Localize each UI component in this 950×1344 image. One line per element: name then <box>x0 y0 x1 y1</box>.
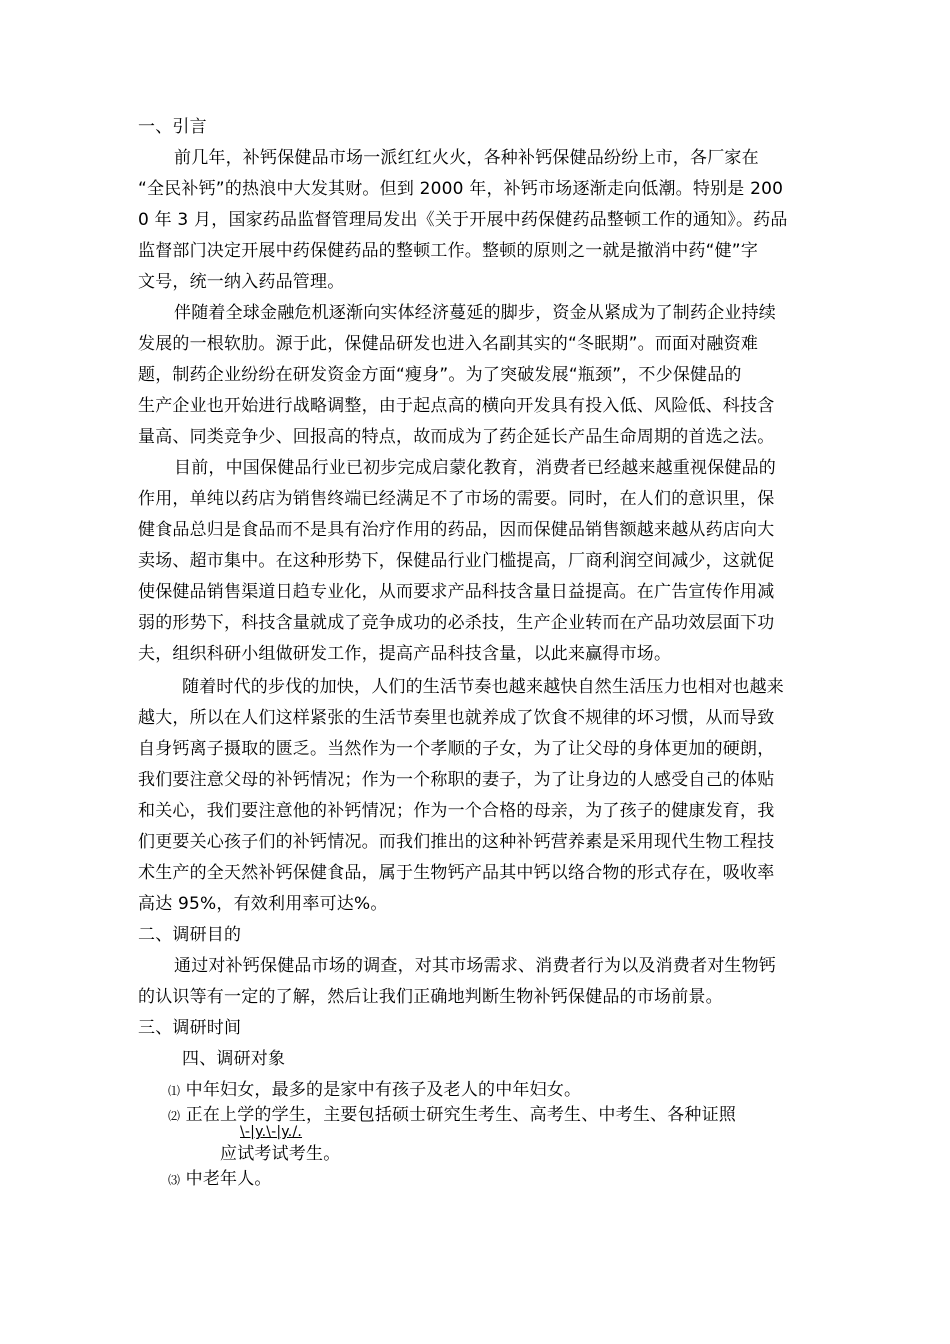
paragraph-line: 高达 95%，有效利用率可达%。 <box>138 894 388 914</box>
paragraph-line: 弱的形势下，科技含量就成了竞争成功的必杀技，生产企业转而在产品功效层面下功 <box>138 613 775 633</box>
paragraph-line: 使保健品销售渠道日趋专业化，从而要求产品科技含量日益提高。在广告宣传作用减 <box>138 582 775 602</box>
paragraph-line: 发展的一根软肋。源于此，保健品研发也进入名副其实的“冬眠期”。而面对融资难 <box>138 334 759 354</box>
list-marker: ⑵ <box>168 1109 181 1123</box>
paragraph-line: 的认识等有一定的了解，然后让我们正确地判断生物补钙保健品的市场前景。 <box>138 987 723 1007</box>
paragraph-line: 健食品总归是食品而不是具有治疗作用的药品，因而保健品销售额越来越从药店向大 <box>138 520 775 540</box>
paragraph-line: 通过对补钙保健品市场的调查，对其市场需求、消费者行为以及消费者对生物钙 <box>174 956 776 976</box>
paragraph-line: 0 年 3 月，国家药品监督管理局发出《关于开展中药保健药品整顿工作的通知》。药品 <box>138 210 788 230</box>
paragraph-line: 随着时代的步伐的加快，人们的生活节奏也越来越快自然生活压力也相对也越来 <box>182 677 784 697</box>
list-item <box>168 1168 272 1191</box>
paragraph-line: 题，制药企业纷纷在研发资金方面“瘦身”。为了突破发展“瓶颈”，不少保健品的 <box>138 365 742 385</box>
paragraph-line: 自身钙离子摄取的匮乏。当然作为一个孝顺的子女，为了让父母的身体更加的硬朗， <box>138 739 775 759</box>
section-heading-intro: 一、引言 <box>138 117 207 137</box>
paragraph-line: 术生产的全天然补钙保健食品，属于生物钙产品其中钙以络合物的形式存在，吸收率 <box>138 863 775 883</box>
paragraph-line: 卖场、超市集中。在这种形势下，保健品行业门槛提高，厂商利润空间减少，这就促 <box>138 551 775 571</box>
list-item <box>168 1079 581 1102</box>
paragraph-line: 文号，统一纳入药品管理。 <box>138 272 345 292</box>
ocr-artifact-text: \-|y.\-|y./. <box>240 1124 303 1140</box>
list-item-continuation: 应试考试考生。 <box>220 1144 341 1164</box>
list-marker: ⑴ <box>168 1084 181 1098</box>
list-item-text: 中老年人。 <box>185 1169 272 1189</box>
list-marker: ⑶ <box>168 1173 181 1187</box>
section-heading-purpose: 二、调研目的 <box>138 925 242 945</box>
paragraph-line: 们更要关心孩子们的补钙情况。而我们推出的这种补钙营养素是采用现代生物工程技 <box>138 832 775 852</box>
paragraph-line: 作用，单纯以药店为销售终端已经满足不了市场的需要。同时，在人们的意识里，保 <box>138 489 775 509</box>
paragraph-line: 越大，所以在人们这样紧张的生活节奏里也就养成了饮食不规律的坏习惯，从而导致 <box>138 708 775 728</box>
paragraph-line: 监督部门决定开展中药保健药品的整顿工作。整顿的原则之一就是撤消中药“健”字 <box>138 241 759 261</box>
paragraph-line: 量高、同类竞争少、回报高的特点，故而成为了药企延长产品生命周期的首选之法。 <box>138 427 775 447</box>
section-heading-subjects: 四、调研对象 <box>182 1049 286 1069</box>
list-item-text: 中年妇女，最多的是家中有孩子及老人的中年妇女。 <box>185 1080 582 1100</box>
paragraph-line: 前几年，补钙保健品市场一派红红火火，各种补钙保健品纷纷上市，各厂家在 <box>174 148 759 168</box>
paragraph-line: 生产企业也开始进行战略调整，由于起点高的横向开发具有投入低、风险低、科技含 <box>138 396 775 416</box>
paragraph-line: 我们要注意父母的补钙情况；作为一个称职的妻子，为了让身边的人感受自己的体贴 <box>138 770 775 790</box>
paragraph-line: 目前，中国保健品行业已初步完成启蒙化教育，消费者已经越来越重视保健品的 <box>174 458 776 478</box>
list-item-text: 正在上学的学生，主要包括硕士研究生考生、高考生、中考生、各种证照 <box>185 1105 737 1125</box>
paragraph-line: “全民补钙”的热浪中大发其财。但到 2000 年，补钙市场逐渐走向低潮。特别是 200 <box>138 179 784 199</box>
paragraph-line: 夫，组织科研小组做研发工作，提高产品科技含量，以此来赢得市场。 <box>138 644 672 664</box>
paragraph-line: 伴随着全球金融危机逐渐向实体经济蔓延的脚步，资金从紧成为了制药企业持续 <box>174 303 776 323</box>
section-heading-time: 三、调研时间 <box>138 1018 242 1038</box>
paragraph-line: 和关心，我们要注意他的补钙情况；作为一个合格的母亲，为了孩子的健康发育，我 <box>138 801 775 821</box>
